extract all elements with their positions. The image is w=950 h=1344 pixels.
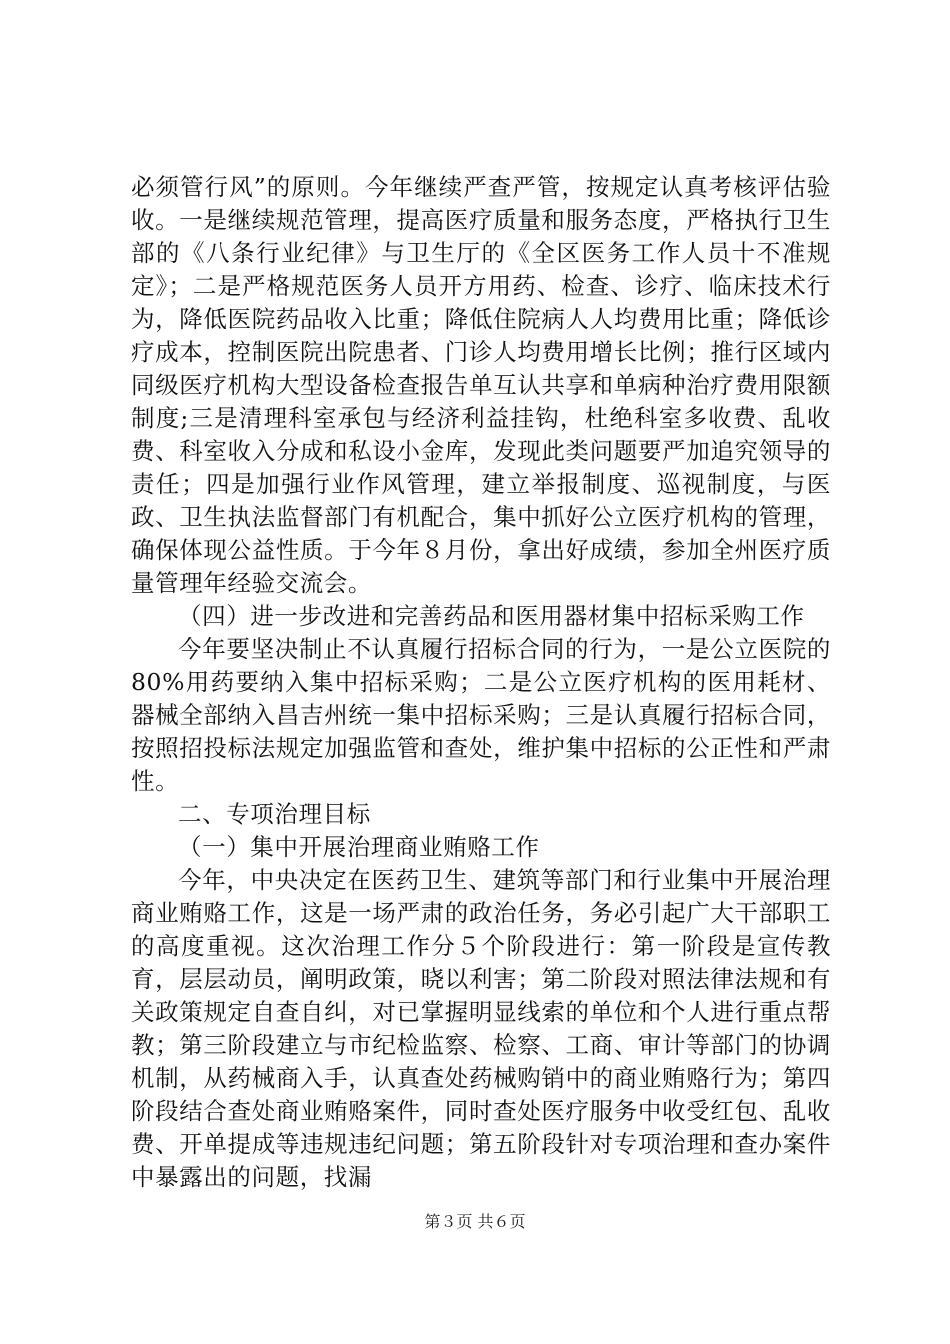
- paragraph-continuation: 必须管行风”的原则。今年继续严查严管，按规定认真考核评估验收。一是继续规范管理，提高医疗质量和服务态度，严格执行卫生部的《八条行业纪律》与卫生厅的《全区医务工作人员十不准规定》；二是严格规范医务人员开方用药、检查、诊疗、临床技术行为，降低医院药品收入比重；降低住院病人人均费用比重；降低诊疗成本，控制医院出院患者、门诊人均费用增长比例；推行区域内同级医疗机构大型设备检查报告单互认共享和单病种治疗费用限额制度;三是清理科室承包与经济利益挂钩，杜绝科室多收费、乱收费、科室收入分成和私设小金库，发现此类问题要严加追究领导的责任；四是加强行业作风管理，建立举报制度、巡视制度，与医政、卫生执法监督部门有机配合，集中抓好公立医疗机构的管理，确保体现公益性质。于今年８月份，拿出好成绩，参加全州医疗质量管理年经验交流会。: [131, 173, 831, 597]
- section-heading-special-governance: 二、专项治理目标: [178, 800, 371, 828]
- document-body: [131, 171, 831, 1194]
- page-footer: [0, 1211, 950, 1233]
- subheading-procurement: （四）进一步改进和完善药品和医用器材集中招标采购工作: [178, 602, 805, 630]
- page-number-label: 第３页 共６页: [424, 1212, 526, 1231]
- subheading-anti-bribery: （一）集中开展治理商业贿赂工作: [178, 833, 540, 861]
- paragraph-anti-bribery: 今年，中央决定在医药卫生、建筑等部门和行业集中开展治理商业贿赂工作，这是一场严肃的政治任务，务必引起广大干部职工的高度重视。这次治理工作分５个阶段进行：第一阶段是宣传教育，层层动员，阐明政策，晓以利害；第二阶段对照法律法规和有关政策规定自查自纠，对已掌握明显线索的单位和个人进行重点帮教；第三阶段建立与市纪检监察、检察、工商、审计等部门的协调机制，从药械商入手，认真查处药械购销中的商业贿赂行为；第四阶段结合查处商业贿赂案件，同时查处医疗服务中收受红包、乱收费、开单提成等违规违纪问题；第五阶段针对专项治理和查办案件中暴露出的问题，找漏: [131, 866, 831, 1191]
- paragraph-procurement: 今年要坚决制止不认真履行招标合同的行为，一是公立医院的80%用药要纳入集中招标采购；二是公立医疗机构的医用耗材、器械全部纳入昌吉州统一集中招标采购；三是认真履行招标合同，按照招投标法规定加强监管和查处，维护集中招标的公正性和严肃性。: [131, 635, 831, 795]
